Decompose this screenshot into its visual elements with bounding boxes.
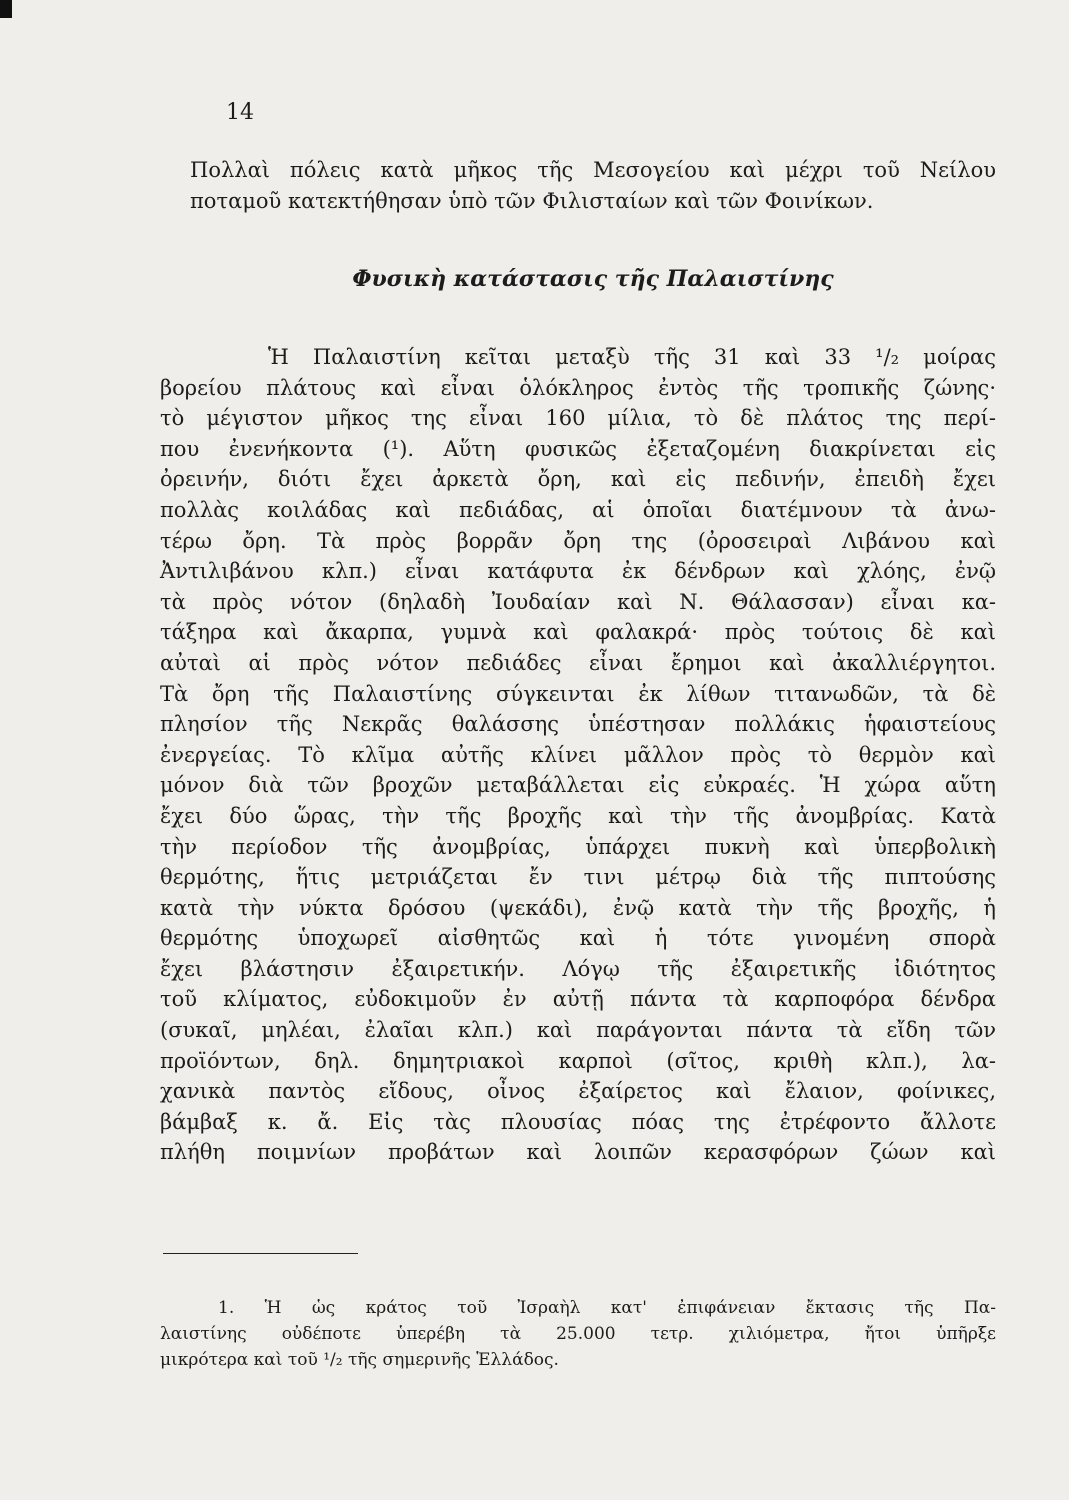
footnote-line: 1. Ἡ ὡς κράτος τοῦ Ἰσραὴλ κατ' ἐπιφάνειαν ἔκτασις τῆς Πα- <box>218 1298 996 1318</box>
text-line: (συκαῖ, μηλέαι, ἐλαῖαι κλπ.) καὶ παράγονται πάντα τὰ εἴδη τῶν <box>160 1018 996 1043</box>
text-line: ποταμοῦ κατεκτήθησαν ὑπὸ τῶν Φιλισταίων καὶ τῶν Φοινίκων. <box>190 189 874 213</box>
text-line: ἔχει δύο ὥρας, τὴν τῆς βροχῆς καὶ τὴν τῆς ἀνομβρίας. Κατὰ <box>160 803 996 828</box>
text-line: τέρω ὄρη. Τὰ πρὸς βορρᾶν ὄρη της (ὀροσειραὶ Λιβάνου καὶ <box>160 528 996 553</box>
page-number: 14 <box>226 100 254 125</box>
text-line: τὸ μέγιστον μῆκος της εἶναι 160 μίλια, τὸ δὲ πλάτος της περί- <box>160 406 996 431</box>
text-line: ἔχει βλάστησιν ἐξαιρετικήν. Λόγῳ τῆς ἐξαιρετικῆς ἰδιότητος <box>160 956 996 981</box>
footnote-line: λαιστίνης οὐδέποτε ὑπερέβη τὰ 25.000 τετρ. χιλιόμετρα, ἤτοι ὑπῆρξε <box>160 1324 996 1344</box>
intro-paragraph <box>190 155 996 217</box>
text-line: τάξηρα καὶ ἄκαρπα, γυμνὰ καὶ φαλακρά· πρὸς τούτοις δὲ καὶ <box>160 620 996 645</box>
text-line: τὴν περίοδον τῆς ἀνομβρίας, ὑπάρχει πυκνὴ καὶ ὑπερβολικὴ <box>160 834 996 859</box>
text-line: χανικὰ παντὸς εἴδους, οἶνος ἐξαίρετος καὶ ἔλαιον, φοίνικες, <box>160 1079 996 1104</box>
text-line: τοῦ κλίματος, εὐδοκιμοῦν ἐν αὐτῇ πάντα τὰ καρποφόρα δένδρα <box>160 987 996 1012</box>
body-paragraph <box>160 342 996 1168</box>
section-heading: Φυσικὴ κατάστασις τῆς Παλαιστίνης <box>352 266 834 292</box>
footnote <box>160 1295 996 1373</box>
text-line: τὰ πρὸς νότον (δηλαδὴ Ἰουδαίαν καὶ Ν. Θάλασσαν) εἶναι κα- <box>160 589 996 614</box>
text-line: ἐνεργείας. Τὸ κλῖμα αὐτῆς κλίνει μᾶλλον πρὸς τὸ θερμὸν καὶ <box>160 742 996 767</box>
text-line: Τὰ ὄρη τῆς Παλαιστίνης σύγκεινται ἐκ λίθων τιτανωδῶν, τὰ δὲ <box>160 681 996 706</box>
text-line: Ἡ Παλαιστίνη κεῖται μεταξὺ τῆς 31 καὶ 33 ¹/₂ μοίρας <box>268 345 996 369</box>
text-line: πλήθη ποιμνίων προβάτων καὶ λοιπῶν κερασφόρων ζώων καὶ <box>160 1140 996 1165</box>
footnote-line: μικρότερα καὶ τοῦ ¹/₂ τῆς σημερινῆς Ἑλλάδος. <box>160 1350 559 1370</box>
text-line: Ἀντιλιβάνου κλπ.) εἶναι κατάφυτα ἐκ δένδρων καὶ χλόης, ἐνῷ <box>160 559 996 584</box>
text-line: μόνον διὰ τῶν βροχῶν μεταβάλλεται εἰς εὐκραές. Ἡ χώρα αὕτη <box>160 773 996 798</box>
text-line: κατὰ τὴν νύκτα δρόσου (ψεκάδι), ἐνῷ κατὰ τὴν τῆς βροχῆς, ἡ <box>160 895 996 920</box>
text-line: πλησίον τῆς Νεκρᾶς θαλάσσης ὑπέστησαν πολλάκις ἡφαιστείους <box>160 712 996 737</box>
text-line: αὐταὶ αἱ πρὸς νότον πεδιάδες εἶναι ἔρημοι καὶ ἀκαλλιέργητοι. <box>160 650 996 675</box>
footnote-divider <box>163 1253 358 1254</box>
text-line: βάμβαξ κ. ἄ. Εἰς τὰς πλουσίας πόας της ἐτρέφοντο ἄλλοτε <box>160 1109 996 1134</box>
text-line: που ἐνενήκοντα (¹). Αὕτη φυσικῶς ἐξεταζομένη διακρίνεται εἰς <box>160 436 996 461</box>
text-line: Πολλαὶ πόλεις κατὰ μῆκος τῆς Μεσογείου καὶ μέχρι τοῦ Νείλου <box>190 158 996 182</box>
text-line: θερμότης, ἥτις μετριάζεται ἔν τινι μέτρῳ διὰ τῆς πιπτούσης <box>160 865 996 890</box>
text-line: προϊόντων, δηλ. δημητριακοὶ καρποὶ (σῖτος, κριθὴ κλπ.), λα- <box>160 1048 996 1073</box>
text-line: ὀρεινήν, διότι ἔχει ἀρκετὰ ὄρη, καὶ εἰς πεδινήν, ἐπειδὴ ἔχει <box>160 467 996 492</box>
scan-corner-mark <box>0 0 12 18</box>
text-line: θερμότης ὑποχωρεῖ αἰσθητῶς καὶ ἡ τότε γινομένη σπορὰ <box>160 926 996 951</box>
text-line: πολλὰς κοιλάδας καὶ πεδιάδας, αἱ ὁποῖαι διατέμνουν τὰ ἀνω- <box>160 497 996 522</box>
text-line: βορείου πλάτους καὶ εἶναι ὁλόκληρος ἐντὸς τῆς τροπικῆς ζώνης· <box>160 375 996 400</box>
